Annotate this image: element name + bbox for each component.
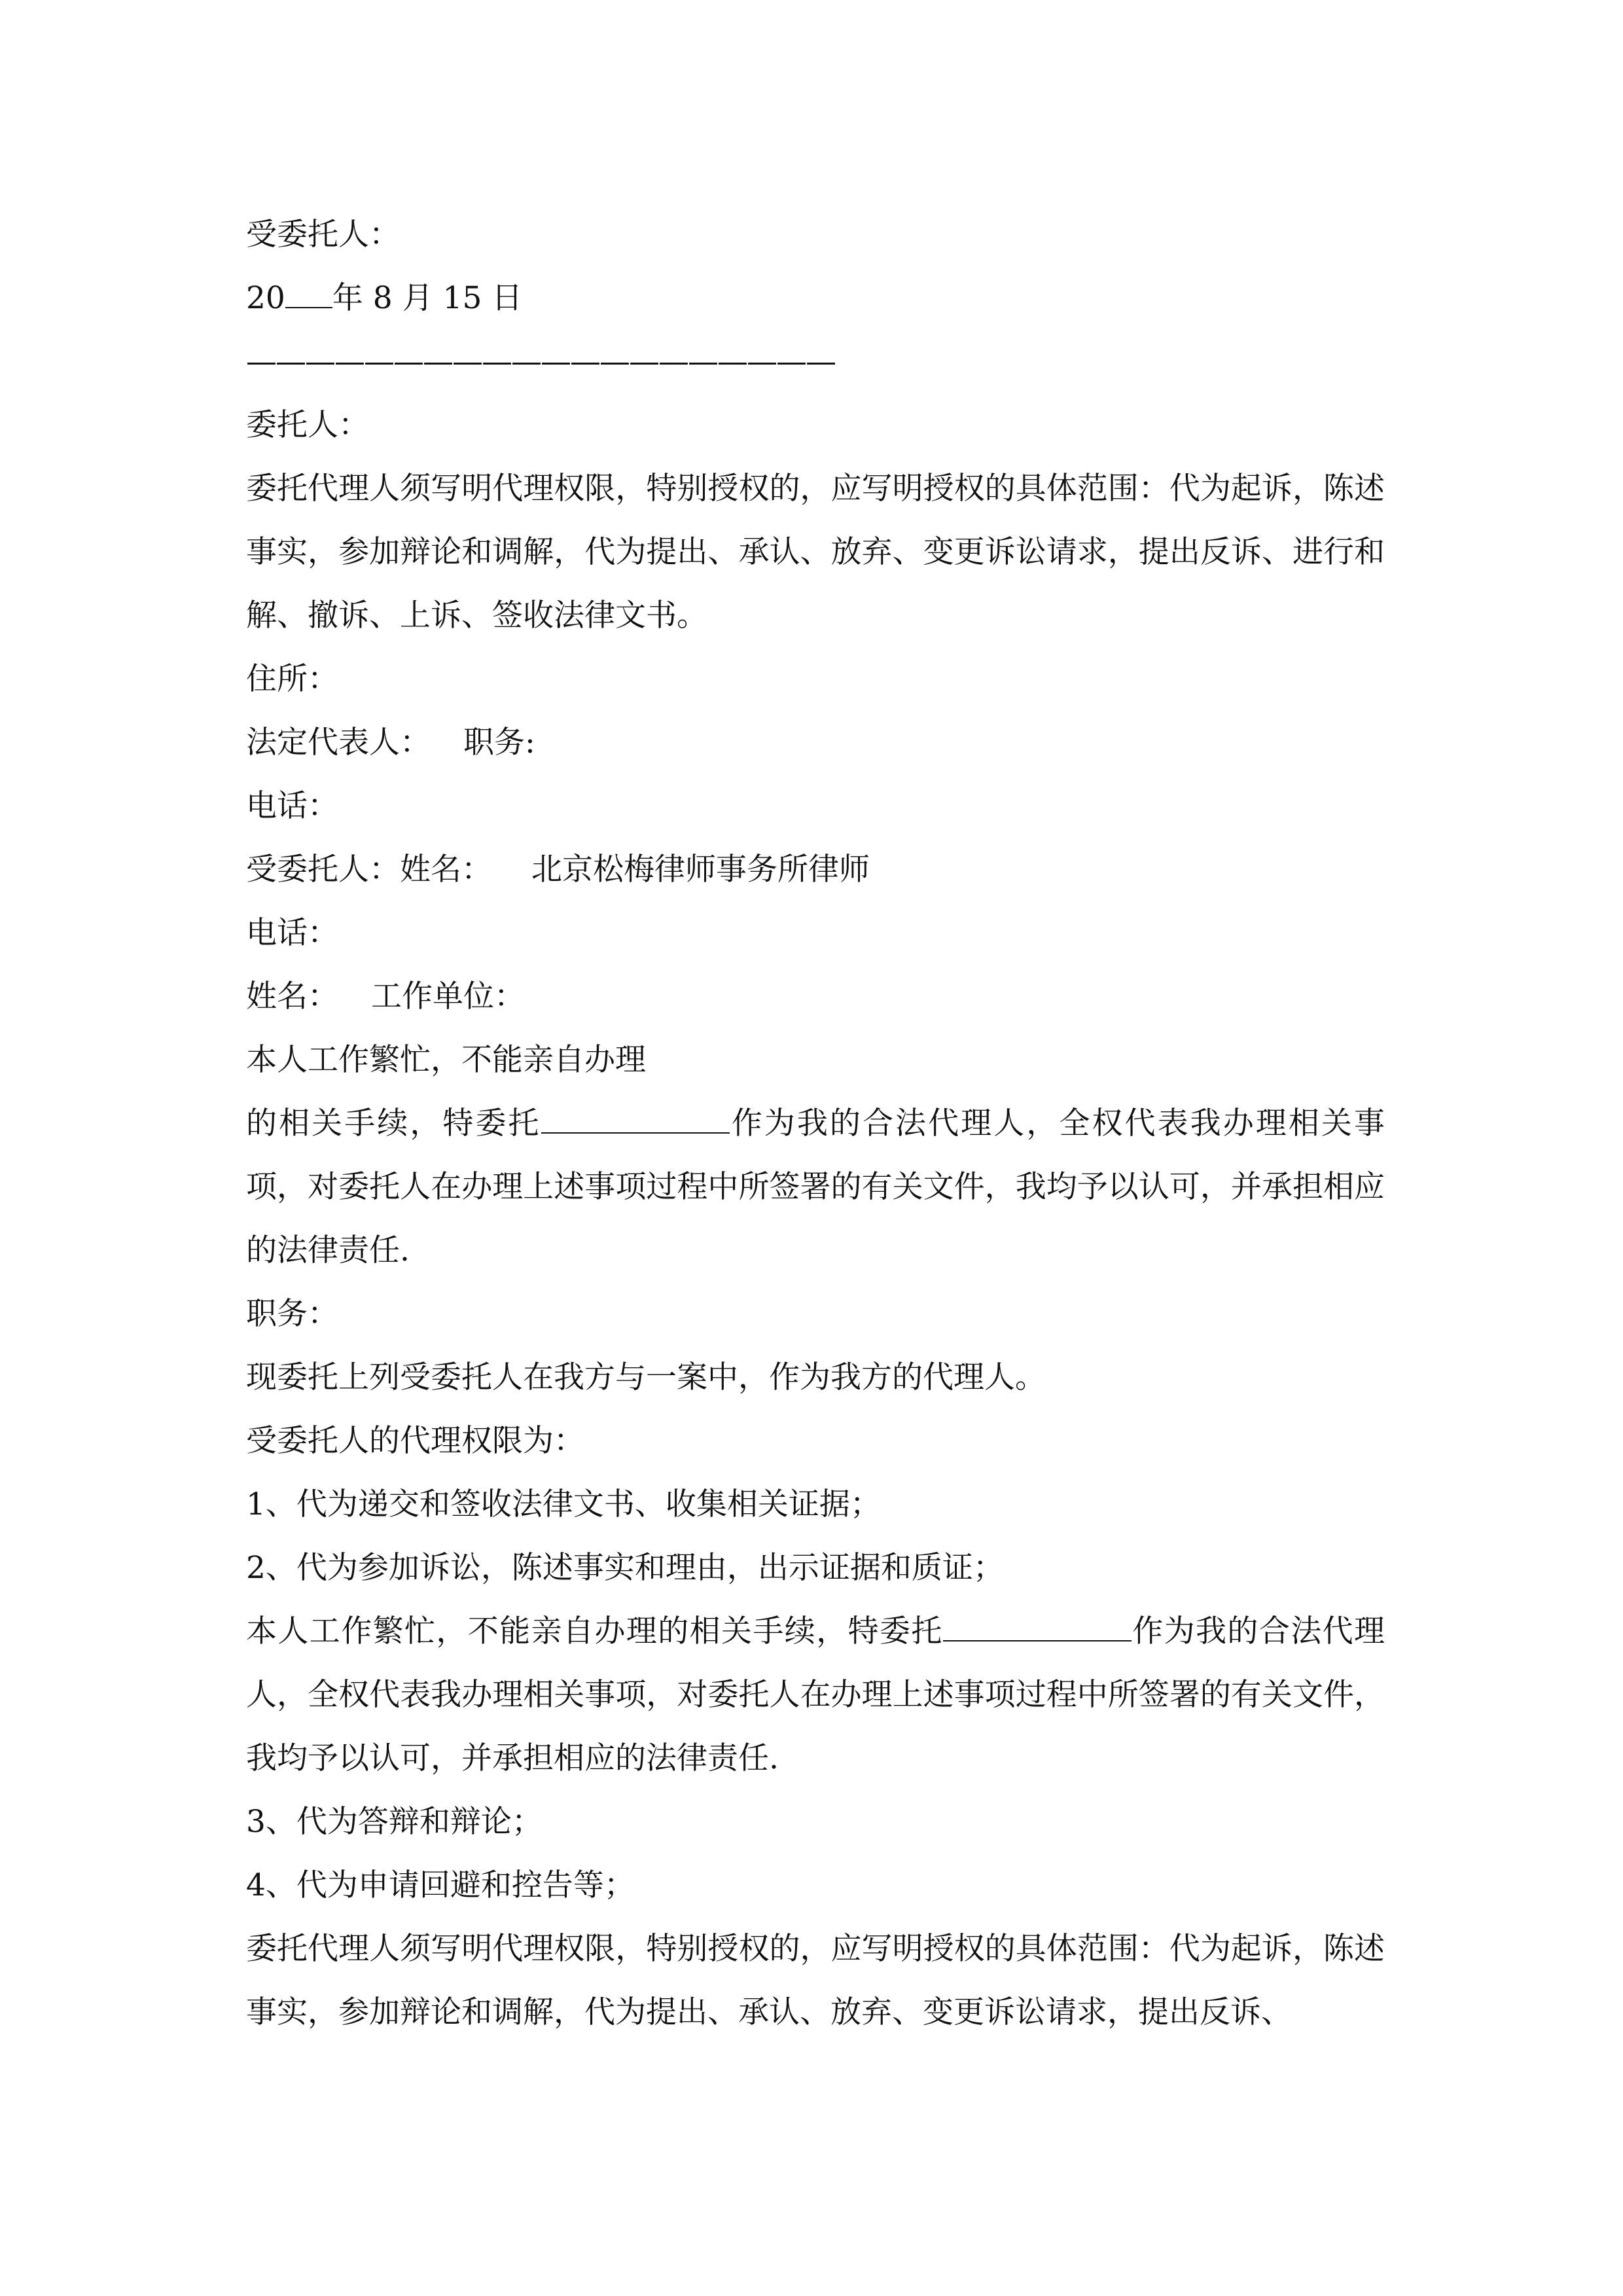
- legal-rep-label: 法定代表人：: [246, 725, 431, 761]
- entrust-paragraph-2-end: 作为我的合法代理人，全权代表我办理相关事项，对委托人在办理上述事项过程中所签署的有关文件，我均予以认可，并承担相应的法律责任.: [246, 1613, 1385, 1776]
- entrust-paragraph-1-end: 作为我的合法代理人，全权代表我办理相关事项，对委托人在办理上述事项过程中所签署的有关文件，我均予以认可，并承担相应的法律责任.: [246, 1105, 1385, 1268]
- authority-item-4: 4、代为申请回避和控告等；: [246, 1867, 635, 1903]
- agent-blank-2: [943, 1614, 1132, 1641]
- entrust-case-line: 现委托上列受委托人在我方与一案中，作为我方的代理人。: [246, 1359, 1046, 1395]
- position-label: 职务:: [463, 725, 535, 761]
- agent-blank-1: [541, 1106, 730, 1134]
- date-suffix: 年 8 月 15 日: [332, 280, 523, 316]
- authority-scope-heading: 受委托人的代理权限为：: [246, 1423, 584, 1459]
- entrust-paragraph-2-start: 本人工作繁忙，不能亲自办理的相关手续，特委托: [246, 1613, 943, 1649]
- work-unit-label: 工作单位：: [371, 978, 525, 1014]
- principal-label: 委托人：: [246, 407, 369, 443]
- law-firm-text: 北京松梅律师事务所律师: [531, 852, 870, 888]
- entrust-paragraph-1: [246, 1092, 1385, 1282]
- entrust-paragraph-1-start: 的相关手续，特委托: [246, 1105, 541, 1141]
- name-work-line: [246, 965, 1385, 1028]
- phone-label-2: 电话：: [246, 915, 338, 951]
- authority-item-3: 3、代为答辩和辩论；: [246, 1804, 543, 1840]
- entrusted-name-line: [246, 838, 1385, 901]
- year-blank: [285, 281, 332, 308]
- position-label-2: 职务：: [246, 1296, 338, 1332]
- address-label: 住所：: [246, 661, 338, 697]
- entrust-paragraph-2: [246, 1600, 1385, 1790]
- name-label: 姓名：: [246, 978, 338, 1014]
- phone-label: 电话：: [246, 788, 338, 824]
- legal-rep-line: [246, 711, 1385, 774]
- authority-item-2: 2、代为参加诉讼，陈述事实和理由，出示证据和质证；: [246, 1550, 1004, 1586]
- authority-note-paragraph: 委托代理人须写明代理权限，特别授权的，应写明授权的具体范围：代为起诉，陈述事实，参加辩论和调解，代为提出、承认、放弃、变更诉讼请求，提出反诉、进行和解、撤诉、上诉、签收法律文书。: [246, 471, 1385, 634]
- authority-note-paragraph-2: 委托代理人须写明代理权限，特别授权的，应写明授权的具体范围：代为起诉，陈述事实，参加辩论和调解，代为提出、承认、放弃、变更诉讼请求，提出反诉、: [246, 1931, 1385, 2030]
- document-page: [246, 203, 1385, 2044]
- entrusted-person-label: 受委托人：: [246, 217, 400, 253]
- separator-rule: ————————————————————: [246, 344, 835, 380]
- authority-item-1: 1、代为递交和签收法律文书、收集相关证据；: [246, 1486, 881, 1522]
- busy-statement-line: 本人工作繁忙，不能亲自办理: [246, 1042, 646, 1078]
- entrusted-name-label: 受委托人：姓名：: [246, 852, 492, 888]
- date-prefix: 20: [246, 280, 285, 316]
- date-line: [246, 266, 1385, 330]
